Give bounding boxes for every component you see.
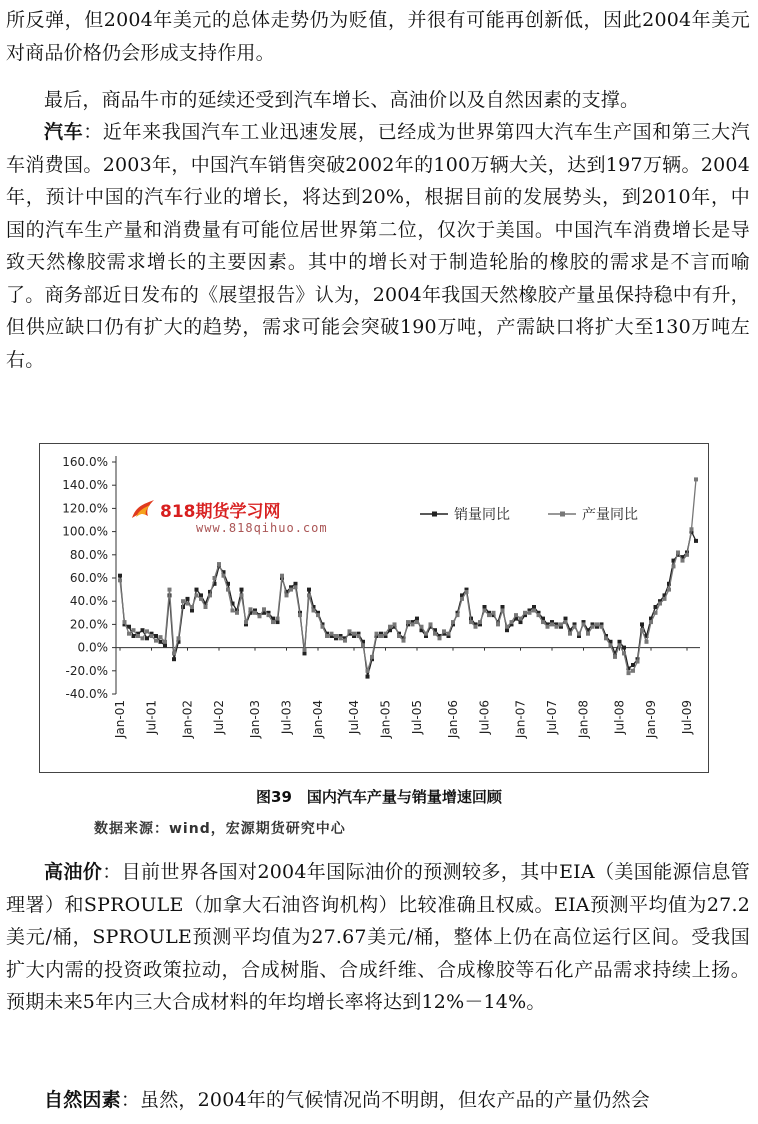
data-point-sales: [141, 628, 145, 632]
data-point-production: [159, 635, 163, 639]
data-point-production: [685, 553, 689, 557]
data-point-production: [519, 617, 523, 621]
data-point-production: [541, 620, 545, 624]
data-point-production: [177, 636, 181, 640]
data-point-production: [564, 620, 568, 624]
data-point-production: [474, 625, 478, 629]
watermark-url: www.818qihuo.com: [196, 521, 328, 535]
data-point-production: [456, 613, 460, 617]
data-point-production: [357, 634, 361, 638]
y-tick-label: 60.0%: [69, 571, 108, 585]
data-point-production: [150, 634, 154, 638]
data-point-production: [366, 669, 370, 673]
data-point-sales: [564, 617, 568, 621]
data-point-sales: [276, 620, 280, 624]
data-point-production: [438, 636, 442, 640]
data-point-production: [127, 632, 131, 636]
x-tick-label: Jul-06: [477, 700, 492, 735]
data-point-production: [645, 640, 649, 644]
data-point-production: [393, 622, 397, 626]
data-point-production: [600, 625, 604, 629]
data-point-sales: [132, 634, 136, 638]
paragraph-automobile-lead: 汽车: [44, 121, 84, 143]
x-tick-label: Jan-09: [644, 700, 658, 739]
data-point-production: [649, 620, 653, 624]
data-point-production: [672, 564, 676, 568]
data-point-sales: [303, 651, 307, 655]
paragraph-oil-price-body: ：目前世界各国对2004年国际油价的预测较多，其中EIA（美国能源信息管理署）和SPROULE（加拿大石油咨询机构）比较准确且权威。EIA预测平均值为27.2美元/桶，SPROULE预测平均值为27.67美元/桶，整体上仍在高位运行区间。受我国扩大内需的投资政策拉动，合成树脂、合成纤维、合成橡胶等石化产品需求持续上扬。预期未来5年内三大合成材料的年均增长率将达到12%－14%。: [6, 861, 750, 1013]
data-point-production: [465, 590, 469, 594]
data-point-production: [591, 625, 595, 629]
data-point-sales: [159, 640, 163, 644]
data-point-production: [226, 588, 230, 592]
paragraph-oil-price-lead: 高油价: [44, 861, 103, 883]
legend-marker: [432, 512, 437, 517]
data-point-production: [586, 632, 590, 636]
data-point-production: [262, 607, 266, 611]
data-point-production: [285, 593, 289, 597]
data-point-production: [420, 625, 424, 629]
data-point-production: [694, 477, 698, 481]
data-point-production: [451, 620, 455, 624]
data-point-production: [303, 648, 307, 652]
data-point-production: [307, 593, 311, 597]
data-point-production: [325, 634, 329, 638]
data-point-production: [181, 599, 185, 603]
data-point-production: [271, 620, 275, 624]
data-point-production: [604, 636, 608, 640]
x-tick-label: Jul-03: [279, 700, 294, 735]
data-point-production: [609, 643, 613, 647]
data-point-production: [339, 636, 343, 640]
data-point-production: [154, 639, 158, 643]
data-point-production: [145, 629, 149, 633]
data-point-sales: [154, 634, 158, 638]
data-point-sales: [118, 574, 122, 578]
data-point-production: [352, 632, 356, 636]
y-tick-label: -40.0%: [65, 687, 108, 701]
data-point-sales: [694, 539, 698, 543]
data-point-production: [186, 602, 190, 606]
data-point-production: [280, 574, 284, 578]
data-point-production: [546, 625, 550, 629]
data-point-production: [411, 622, 415, 626]
data-point-production: [618, 643, 622, 647]
data-point-production: [168, 588, 172, 592]
y-tick-label: 160.0%: [62, 455, 108, 469]
data-point-sales: [145, 636, 149, 640]
data-point-production: [523, 611, 527, 615]
data-point-production: [217, 562, 221, 566]
data-point-sales: [483, 605, 487, 609]
data-point-production: [240, 593, 244, 597]
y-tick-label: 0.0%: [77, 640, 108, 655]
data-point-production: [253, 611, 257, 615]
x-tick-label: Jul-01: [144, 700, 159, 735]
data-point-production: [663, 597, 667, 601]
data-point-production: [681, 559, 685, 563]
figure-caption: 图39 国内汽车产量与销量增速回顾: [256, 788, 502, 806]
data-point-production: [235, 611, 239, 615]
data-point-production: [510, 620, 514, 624]
data-point-production: [384, 632, 388, 636]
x-tick-label: Jul-05: [410, 700, 424, 735]
y-tick-label: 40.0%: [69, 594, 108, 609]
watermark-logo: [130, 494, 281, 524]
data-point-production: [231, 608, 235, 612]
legend-marker: [560, 512, 565, 517]
data-point-production: [690, 527, 694, 531]
data-point-production: [496, 622, 500, 626]
data-point-production: [249, 607, 253, 611]
data-point-production: [397, 634, 401, 638]
data-point-production: [370, 655, 374, 659]
data-point-production: [195, 593, 199, 597]
data-point-production: [208, 593, 212, 597]
x-tick-label: Jan-05: [378, 700, 393, 739]
data-point-production: [622, 651, 626, 655]
data-point-production: [388, 625, 392, 629]
data-point-production: [375, 632, 379, 636]
data-point-production: [582, 622, 586, 626]
x-tick-label: Jan-04: [311, 700, 325, 739]
data-point-production: [321, 625, 325, 629]
data-point-production: [258, 614, 262, 618]
paragraph-oil-price: [6, 856, 750, 1019]
paragraph-automobile-body: ：近年来我国汽车工业迅速发展，已经成为世界第四大汽车生产国和第三大汽车消费国。2003年，中国汽车销售突破2002年的100万辆大关，达到197万辆。2004年，预计中国的汽车行业的增长，将达到20%，根据目前的发展势头，到2010年，中国的汽车生产量和消费量有可能位居世界第二位，仅次于美国。中国汽车消费增长是导致天然橡胶需求增长的主要因素。其中的增长对于制造轮胎的橡胶的需求是不言而喻了。商务部近日发布的《展望报告》认为，2004年我国天然橡胶产量虽保持稳中有升，但供应缺口仍有扩大的趋势，需求可能会突破190万吨，产需缺口将扩大至130万吨左右。: [6, 121, 750, 371]
data-point-production: [406, 620, 410, 624]
x-tick-label: Jan-07: [513, 700, 528, 739]
data-point-production: [343, 639, 347, 643]
data-point-production: [298, 613, 302, 617]
x-tick-label: Jan-03: [248, 700, 262, 739]
data-point-production: [244, 620, 248, 624]
data-point-production: [118, 578, 122, 582]
data-point-production: [550, 622, 554, 626]
data-point-production: [577, 632, 581, 636]
data-point-production: [505, 625, 509, 629]
paragraph-usd: 所反弹，但2004年美元的总体走势仍为贬值，并很有可能再创新低，因此2004年美元对商品价格仍会形成支持作用。: [6, 9, 750, 64]
x-tick-label: Jan-01: [113, 700, 127, 739]
data-point-sales: [294, 582, 298, 586]
data-point-production: [640, 628, 644, 632]
y-tick-label: 100.0%: [62, 524, 108, 539]
data-point-production: [487, 613, 491, 617]
data-point-sales: [415, 617, 419, 621]
data-point-production: [442, 629, 446, 633]
legend-label: 销量同比: [454, 507, 510, 523]
data-point-production: [573, 625, 577, 629]
data-point-production: [492, 611, 496, 615]
data-point-production: [559, 622, 563, 626]
data-point-production: [483, 608, 487, 612]
x-tick-label: Jan-02: [180, 700, 195, 739]
data-point-sales: [307, 588, 311, 592]
data-point-production: [478, 620, 482, 624]
y-tick-label: -20.0%: [65, 663, 108, 678]
data-point-production: [334, 634, 338, 638]
watermark-name: 818期货学习网: [160, 501, 281, 522]
data-point-production: [631, 669, 635, 673]
data-point-production: [213, 576, 217, 580]
data-point-production: [361, 643, 365, 647]
data-point-production: [568, 632, 572, 636]
data-point-production: [676, 550, 680, 554]
data-point-production: [537, 613, 541, 617]
data-point-sales: [532, 605, 536, 609]
legend-label: 产量同比: [582, 507, 638, 523]
data-point-production: [528, 611, 532, 615]
data-point-production: [289, 588, 293, 592]
data-point-production: [348, 629, 352, 633]
data-point-production: [294, 585, 298, 589]
data-point-sales: [186, 597, 190, 601]
x-tick-label: Jan-08: [576, 700, 591, 739]
data-point-production: [424, 632, 428, 636]
data-point-sales: [618, 640, 622, 644]
data-point-production: [654, 611, 658, 615]
data-point-sales: [640, 622, 644, 626]
data-point-sales: [127, 625, 131, 629]
data-point-production: [429, 622, 433, 626]
data-point-sales: [190, 608, 194, 612]
data-point-sales: [654, 605, 658, 609]
data-point-production: [627, 671, 631, 675]
data-point-production: [132, 628, 136, 632]
data-point-production: [667, 588, 671, 592]
x-tick-label: Jul-08: [612, 700, 627, 735]
x-tick-label: Jul-02: [212, 700, 226, 735]
data-point-production: [460, 597, 464, 601]
data-point-production: [136, 634, 140, 638]
data-point-production: [415, 620, 419, 624]
x-tick-label: Jul-09: [680, 700, 694, 735]
paragraph-natural-factors: [6, 1084, 750, 1117]
data-point-production: [433, 632, 437, 636]
data-point-production: [447, 632, 451, 636]
data-point-production: [316, 613, 320, 617]
data-point-sales: [240, 588, 244, 592]
data-point-production: [532, 608, 536, 612]
figure-source: 数据来源：wind，宏源期货研究中心: [94, 821, 346, 837]
data-point-production: [658, 602, 662, 606]
data-point-sales: [519, 620, 523, 624]
data-point-sales: [172, 657, 176, 661]
data-point-production: [595, 622, 599, 626]
data-point-production: [469, 620, 473, 624]
data-point-production: [501, 608, 505, 612]
data-point-production: [379, 634, 383, 638]
data-point-production: [636, 660, 640, 664]
data-point-production: [330, 632, 334, 636]
data-point-production: [555, 625, 559, 629]
chart-figure: [39, 443, 709, 773]
data-point-production: [222, 574, 226, 578]
data-point-production: [123, 620, 127, 624]
x-tick-label: Jul-07: [545, 700, 559, 735]
y-tick-label: 80.0%: [69, 547, 108, 562]
paragraph-automobile: [6, 116, 750, 376]
y-tick-label: 120.0%: [62, 501, 108, 516]
paragraph-natural-factors-lead: 自然因素: [44, 1089, 121, 1111]
data-point-sales: [199, 593, 203, 597]
y-tick-label: 20.0%: [69, 617, 108, 632]
data-point-production: [312, 608, 316, 612]
data-point-production: [204, 605, 208, 609]
data-point-production: [141, 636, 145, 640]
data-point-production: [613, 655, 617, 659]
data-point-production: [163, 640, 167, 644]
data-point-sales: [631, 663, 635, 667]
data-point-sales: [163, 643, 167, 647]
data-point-production: [267, 613, 271, 617]
data-point-sales: [366, 675, 370, 679]
data-point-production: [514, 613, 518, 617]
data-point-production: [402, 639, 406, 643]
data-point-production: [190, 605, 194, 609]
paragraph-natural-factors-body: ：虽然，2004年的气候情况尚不明朗，但农产品的产量仍然会: [120, 1089, 650, 1111]
x-tick-label: Jan-06: [446, 700, 460, 739]
data-point-production: [199, 597, 203, 601]
x-tick-label: Jul-04: [347, 700, 361, 735]
data-point-production: [172, 651, 176, 655]
data-point-production: [276, 617, 280, 621]
flame-logo-icon: [130, 498, 156, 520]
data-point-sales: [505, 628, 509, 632]
data-point-sales: [622, 646, 626, 650]
y-tick-label: 140.0%: [62, 478, 108, 493]
paragraph-support-factors: 最后，商品牛市的延续还受到汽车增长、高油价以及自然因素的支撑。: [44, 89, 640, 111]
data-point-sales: [195, 588, 199, 592]
